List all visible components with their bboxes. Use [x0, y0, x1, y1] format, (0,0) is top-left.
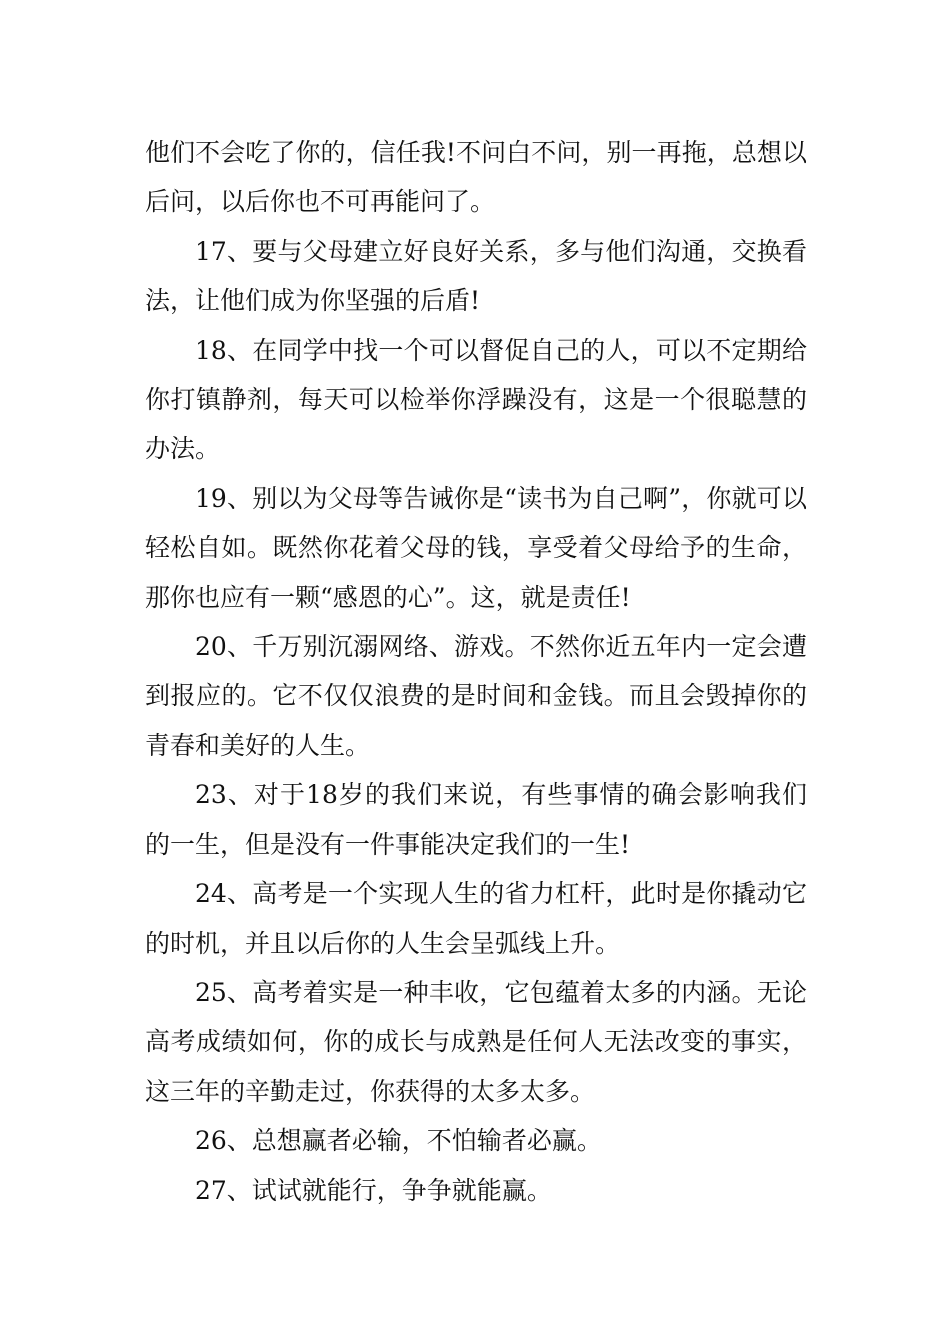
- paragraph-18: 18、在同学中找一个可以督促自己的人，可以不定期给你打镇静剂，每天可以检举你浮躁没有，这是一个很聪慧的办法。: [145, 335, 807, 464]
- paragraph-25: 25、高考着实是一种丰收，它包蕴着太多的内涵。无论高考成绩如何，你的成长与成熟是任何人无法改变的事实，这三年的辛勤走过，你获得的太多太多。: [145, 977, 807, 1106]
- paragraph-24: 24、高考是一个实现人生的省力杠杆，此时是你撬动它的时机，并且以后你的人生会呈弧线上升。: [145, 879, 807, 958]
- paragraph-23: 23、对于18岁的我们来说，有些事情的确会影响我们的一生，但是没有一件事能决定我们的一生!: [145, 780, 807, 859]
- paragraph-19: 19、别以为父母等告诫你是“读书为自己啊”，你就可以轻松自如。既然你花着父母的钱，享受着父母给予的生命，那你也应有一颗“感恩的心”。这，就是责任!: [145, 483, 807, 612]
- paragraph-17: 17、要与父母建立好良好关系，多与他们沟通，交换看法，让他们成为你坚强的后盾!: [145, 236, 807, 316]
- paragraph-20: 20、千万别沉溺网络、游戏。不然你近五年内一定会遭到报应的。它不仅仅浪费的是时间和金钱。而且会毁掉你的青春和美好的人生。: [145, 632, 807, 760]
- paragraph-27: 27、试试就能行，争争就能赢。: [195, 1175, 552, 1205]
- paragraph-continued: 他们不会吃了你的，信任我!不问白不问，别一再拖，总想以后问，以后你也不可再能问了。: [145, 138, 807, 217]
- paragraph-26: 26、总想赢者必输，不怕输者必赢。: [195, 1126, 602, 1156]
- document-body: [145, 128, 807, 1215]
